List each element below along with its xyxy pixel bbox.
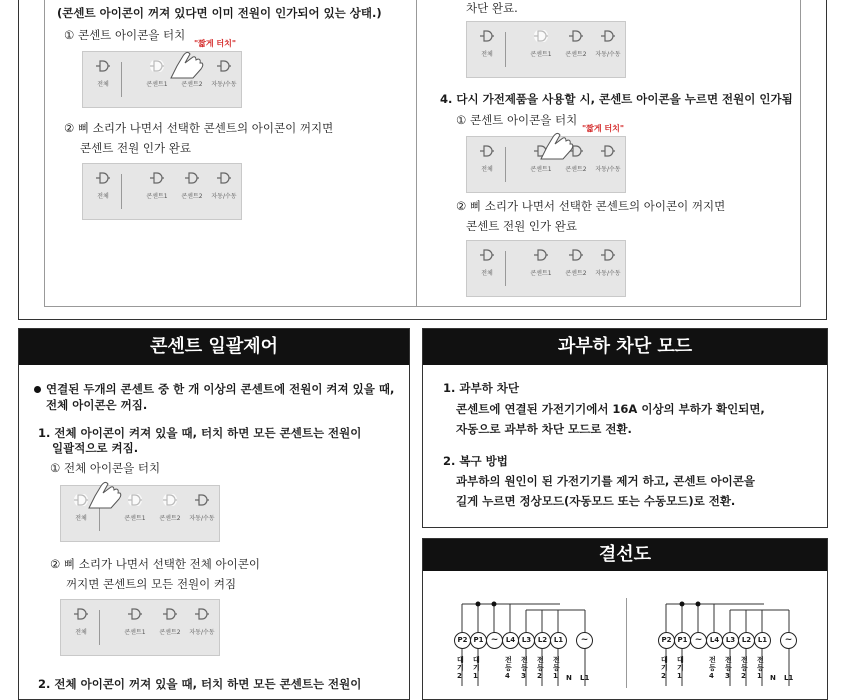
panel-cell-all[interactable]: 전체 bbox=[86, 60, 120, 88]
panel-cell-outlet2[interactable]: 콘센트2 bbox=[559, 145, 593, 173]
outlet-icon bbox=[600, 249, 616, 261]
overload-s1-line1: 콘센트에 연결된 가전기기에서 16A 이상의 부하가 확인되면, bbox=[456, 402, 765, 416]
outlet-icon bbox=[127, 494, 143, 506]
outlet-icon bbox=[149, 60, 165, 72]
terminal: ~ bbox=[486, 632, 503, 649]
overload-s2-line2: 길게 누르면 정상모드(자동모드 또는 수동모드)로 전환. bbox=[456, 494, 736, 508]
bulk-sub2-line1: 2. 전체 아이콘이 꺼져 있을 때, 터치 하면 모든 콘센트는 전원이 bbox=[38, 677, 362, 691]
panel-cell-all[interactable]: 전체 bbox=[470, 249, 504, 277]
wire-label: 대기2 bbox=[661, 656, 668, 680]
panel-top-left-2 bbox=[82, 163, 242, 220]
outlet-icon bbox=[149, 172, 165, 184]
outlet-icon bbox=[194, 608, 210, 620]
wire-label: 전등3 bbox=[725, 656, 732, 680]
panel-bulk-2 bbox=[60, 599, 220, 656]
panel-cell-outlet2[interactable]: 콘센트2 bbox=[153, 494, 187, 522]
outlet-icon bbox=[95, 172, 111, 184]
panel-cell-outlet1[interactable]: 콘센트1 bbox=[524, 145, 558, 173]
terminal: L4 bbox=[502, 632, 519, 649]
panel-top-right-1 bbox=[466, 21, 626, 78]
wire-label: 대기1 bbox=[677, 656, 684, 680]
wire-label: 전등2 bbox=[537, 656, 544, 680]
terminal: P2 bbox=[658, 632, 675, 649]
overload-s2-line1: 과부하의 원인이 된 가전기기를 제거 하고, 콘센트 아이콘을 bbox=[456, 474, 756, 488]
terminal: ~ bbox=[576, 632, 593, 649]
panel-cell-auto-manual[interactable]: 자동/수동 bbox=[591, 249, 625, 277]
panel-cell-outlet2[interactable]: 콘센트2 bbox=[559, 30, 593, 58]
bulk-sub1-line1: 1. 전체 아이콘이 켜져 있을 때, 터치 하면 모든 콘센트는 전원이 bbox=[38, 426, 362, 440]
bulk-step2-line2: 꺼지면 콘센트의 모든 전원이 켜짐 bbox=[66, 577, 237, 591]
top-right-step2-line2: 콘센트 전원 인가 완료 bbox=[466, 219, 577, 233]
panel-cell-outlet1[interactable]: 콘센트1 bbox=[524, 30, 558, 58]
terminal: L1 bbox=[550, 632, 567, 649]
terminal: L2 bbox=[738, 632, 755, 649]
top-left-step1: ① 콘센트 아이콘을 터치 bbox=[64, 28, 186, 42]
panel-cell-all[interactable]: 전체 bbox=[64, 608, 98, 636]
terminal: L1 bbox=[754, 632, 771, 649]
outlet-icon bbox=[479, 145, 495, 157]
panel-cell-outlet2[interactable]: 콘센트2 bbox=[175, 60, 209, 88]
outlet-icon bbox=[216, 60, 232, 72]
panel-top-left-1 bbox=[82, 51, 242, 108]
top-right-cut-text: 차단 완료. bbox=[466, 1, 518, 15]
top-left-step2-line2: 콘센트 전원 인가 완료 bbox=[80, 141, 191, 155]
top-right-step2-line1: ② 삐 소리가 나면서 선택한 콘센트의 아이콘이 꺼지면 bbox=[456, 199, 726, 213]
terminal: ~ bbox=[690, 632, 707, 649]
wire-label: L1 bbox=[580, 674, 590, 682]
outlet-icon bbox=[127, 608, 143, 620]
outlet-icon bbox=[479, 249, 495, 261]
pointing-hand-icon bbox=[537, 129, 577, 163]
panel-cell-outlet1[interactable]: 콘센트1 bbox=[140, 172, 174, 200]
panel-cell-all[interactable]: 전체 bbox=[470, 145, 504, 173]
panel-top-right-3 bbox=[466, 240, 626, 297]
panel-cell-outlet1[interactable]: 콘센트1 bbox=[118, 608, 152, 636]
wire-label: N bbox=[566, 674, 572, 682]
overload-s1-line2: 자동으로 과부하 차단 모드로 전환. bbox=[456, 422, 632, 436]
bulk-sub1-line2: 일괄적으로 켜짐. bbox=[52, 441, 139, 455]
outlet-icon bbox=[533, 249, 549, 261]
panel-top-right-2 bbox=[466, 136, 626, 193]
panel-cell-auto-manual[interactable]: 자동/수동 bbox=[185, 608, 219, 636]
top-left-tap-label: "짧게 터치" bbox=[194, 39, 237, 48]
terminal: ~ bbox=[780, 632, 797, 649]
terminal: P2 bbox=[454, 632, 471, 649]
outlet-icon bbox=[162, 494, 178, 506]
panel-cell-outlet2[interactable]: 콘센트2 bbox=[559, 249, 593, 277]
wire-label: N bbox=[770, 674, 776, 682]
top-left-note: (콘센트 아이콘이 꺼져 있다면 이미 전원이 인가되어 있는 상태.) bbox=[57, 6, 382, 20]
panel-cell-auto-manual[interactable]: 자동/수동 bbox=[207, 172, 241, 200]
panel-cell-outlet1[interactable]: 콘센트1 bbox=[524, 249, 558, 277]
terminal-row-left bbox=[454, 632, 604, 650]
terminal: P1 bbox=[674, 632, 691, 649]
outlet-icon bbox=[568, 249, 584, 261]
pointing-hand-icon bbox=[85, 478, 125, 512]
wire-label: 전등4 bbox=[505, 656, 512, 680]
terminal: P1 bbox=[470, 632, 487, 649]
terminal: L3 bbox=[518, 632, 535, 649]
outlet-icon bbox=[73, 608, 89, 620]
top-right-tap-label: "짧게 터치" bbox=[582, 124, 625, 133]
terminal: L4 bbox=[706, 632, 723, 649]
bulk-step1: ① 전체 아이콘을 터치 bbox=[50, 461, 161, 475]
outlet-icon bbox=[216, 172, 232, 184]
wire-label: L1 bbox=[784, 674, 794, 682]
panel-cell-outlet1[interactable]: 콘센트1 bbox=[118, 494, 152, 522]
pointing-hand-icon bbox=[167, 48, 207, 82]
bulk-control-header: 콘센트 일괄제어 bbox=[19, 329, 409, 365]
bullet-dot bbox=[34, 386, 41, 393]
panel-bulk-1 bbox=[60, 485, 220, 542]
panel-cell-auto-manual[interactable]: 자동/수동 bbox=[591, 30, 625, 58]
outlet-icon bbox=[194, 494, 210, 506]
bulk-step2-line1: ② 삐 소리가 나면서 선택한 전체 아이콘이 bbox=[50, 557, 260, 571]
outlet-icon bbox=[184, 172, 200, 184]
wire-label: 전등2 bbox=[741, 656, 748, 680]
panel-cell-auto-manual[interactable]: 자동/수동 bbox=[185, 494, 219, 522]
top-right-step1: ① 콘센트 아이콘을 터치 bbox=[456, 113, 578, 127]
terminal: L3 bbox=[722, 632, 739, 649]
wiring-header: 결선도 bbox=[423, 539, 827, 571]
wiring-labels-left bbox=[454, 656, 604, 684]
wiring-divider bbox=[626, 598, 627, 688]
panel-cell-auto-manual[interactable]: 자동/수동 bbox=[207, 60, 241, 88]
panel-cell-all[interactable]: 전체 bbox=[470, 30, 504, 58]
wire-label: 대기2 bbox=[457, 656, 464, 680]
wire-label: 전등3 bbox=[521, 656, 528, 680]
outlet-icon bbox=[600, 30, 616, 42]
overload-s1-title: 1. 과부하 차단 bbox=[443, 381, 519, 395]
top-right-section4-title: 4. 다시 가전제품을 사용할 시, 콘센트 아이콘을 누르면 전원이 인가됨 bbox=[440, 92, 793, 106]
outlet-icon bbox=[95, 60, 111, 72]
overload-s2-title: 2. 복구 방법 bbox=[443, 454, 508, 468]
bulk-bullet-line1: 연결된 두개의 콘센트 중 한 개 이상의 콘센트에 전원이 켜져 있을 때, bbox=[46, 382, 395, 396]
panel-cell-outlet2[interactable]: 콘센트2 bbox=[175, 172, 209, 200]
wiring-labels-right bbox=[658, 656, 808, 684]
terminal: L2 bbox=[534, 632, 551, 649]
wire-label: 전등4 bbox=[709, 656, 716, 680]
top-left-step2-line1: ② 삐 소리가 나면서 선택한 콘센트의 아이콘이 꺼지면 bbox=[64, 121, 334, 135]
outlet-icon bbox=[162, 608, 178, 620]
overload-header: 과부하 차단 모드 bbox=[423, 329, 827, 365]
panel-cell-outlet1[interactable]: 콘센트1 bbox=[140, 60, 174, 88]
outlet-icon bbox=[533, 30, 549, 42]
outlet-icon bbox=[568, 30, 584, 42]
bulk-bullet-line2: 전체 아이콘은 꺼짐. bbox=[46, 398, 148, 412]
wire-label: 전등1 bbox=[553, 656, 560, 680]
panel-cell-all[interactable]: 전체 bbox=[64, 494, 98, 522]
wire-label: 대기1 bbox=[473, 656, 480, 680]
panel-cell-outlet2[interactable]: 콘센트2 bbox=[153, 608, 187, 636]
panel-cell-auto-manual[interactable]: 자동/수동 bbox=[591, 145, 625, 173]
terminal-row-right bbox=[658, 632, 808, 650]
panel-cell-all[interactable]: 전체 bbox=[86, 172, 120, 200]
wire-label: 전등1 bbox=[757, 656, 764, 680]
outlet-icon bbox=[600, 145, 616, 157]
outlet-icon bbox=[479, 30, 495, 42]
